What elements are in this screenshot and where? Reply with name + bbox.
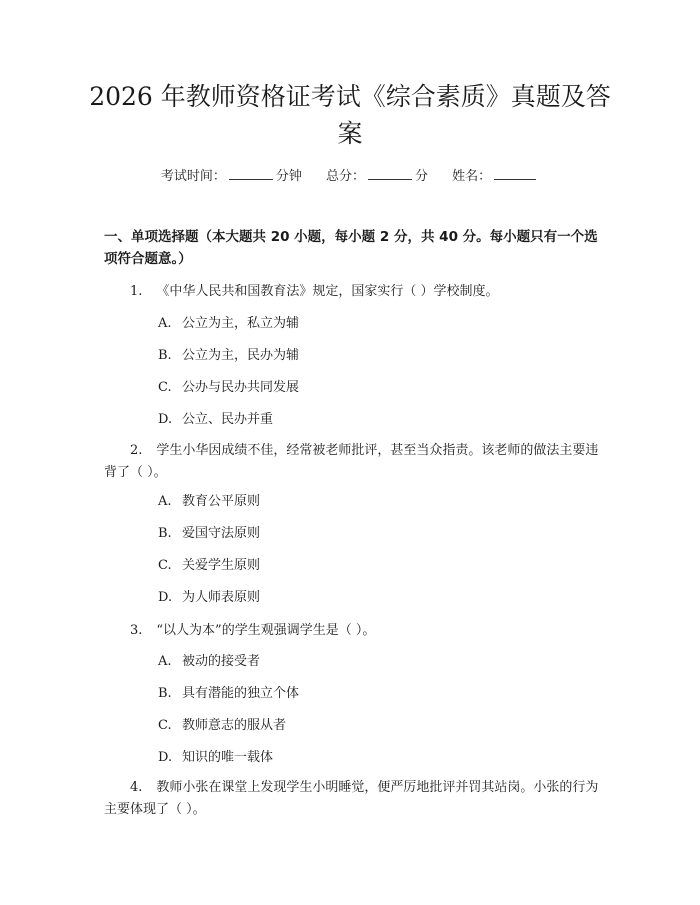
question-number: 4. bbox=[130, 780, 143, 795]
option-1c bbox=[158, 378, 578, 398]
option-2b bbox=[158, 524, 578, 544]
option-letter: C. bbox=[158, 558, 172, 573]
option-letter: A. bbox=[158, 494, 172, 509]
total-score-field bbox=[326, 167, 428, 187]
option-letter: B. bbox=[158, 686, 172, 701]
option-text: 具有潜能的独立个体 bbox=[182, 686, 300, 701]
question-2 bbox=[104, 440, 602, 484]
section-heading: 一、单项选择题（本大题共 20 小题，每小题 2 分，共 40 分。每小题只有一个选项符合题意。） bbox=[104, 229, 598, 267]
question-number: 2. bbox=[130, 443, 143, 458]
option-text: 关爱学生原则 bbox=[182, 558, 261, 573]
exam-time-unit: 分钟 bbox=[275, 169, 302, 184]
option-letter: A. bbox=[158, 316, 172, 331]
question-text: 教师小张在课堂上发现学生小明睡觉，便严厉地批评并罚其站岗。小张的行为主要体现了（ ）。 bbox=[104, 780, 599, 817]
option-letter: D. bbox=[158, 750, 173, 765]
question-4 bbox=[104, 777, 602, 821]
option-letter: A. bbox=[158, 654, 172, 669]
option-1d bbox=[158, 410, 578, 430]
option-text: 被动的接受者 bbox=[182, 654, 261, 669]
option-3d bbox=[158, 748, 578, 768]
option-1b bbox=[158, 346, 578, 366]
question-1 bbox=[104, 281, 602, 303]
option-text: 为人师表原则 bbox=[182, 590, 261, 605]
option-1a bbox=[158, 314, 578, 334]
option-text: 公立为主，私立为辅 bbox=[182, 316, 300, 331]
exam-info-line bbox=[0, 167, 700, 187]
option-letter: D. bbox=[158, 412, 173, 427]
option-3c bbox=[158, 716, 578, 736]
option-letter: D. bbox=[158, 590, 173, 605]
option-text: 公立为主，民办为辅 bbox=[182, 348, 300, 363]
question-number: 1. bbox=[130, 284, 143, 299]
option-3b bbox=[158, 684, 578, 704]
question-text: 《中华人民共和国教育法》规定，国家实行（ ）学校制度。 bbox=[156, 284, 499, 299]
option-text: 教育公平原则 bbox=[182, 494, 261, 509]
option-text: 公立、民办并重 bbox=[182, 412, 274, 427]
total-score-unit: 分 bbox=[415, 169, 429, 184]
document-title: 2026 年教师资格证考试《综合素质》真题及答案 bbox=[89, 82, 611, 148]
question-text: 学生小华因成绩不佳，经常被老师批评，甚至当众指责。该老师的做法主要违背了（ ）。 bbox=[104, 443, 599, 480]
option-letter: B. bbox=[158, 348, 172, 363]
option-letter: B. bbox=[158, 526, 172, 541]
option-text: 公办与民办共同发展 bbox=[182, 380, 300, 395]
total-score-label: 总分： bbox=[325, 169, 365, 184]
option-3a bbox=[158, 652, 578, 672]
option-2d bbox=[158, 588, 578, 608]
exam-time-blank bbox=[229, 167, 273, 180]
total-score-blank bbox=[368, 167, 412, 180]
student-name-blank bbox=[494, 167, 536, 180]
question-3 bbox=[104, 620, 602, 642]
option-text: 教师意志的服从者 bbox=[182, 718, 287, 733]
option-text: 爱国守法原则 bbox=[182, 526, 261, 541]
option-letter: C. bbox=[158, 380, 172, 395]
question-text: “以人为本”的学生观强调学生是（ ）。 bbox=[156, 623, 376, 638]
option-text: 知识的唯一载体 bbox=[182, 750, 274, 765]
exam-time-field bbox=[161, 167, 302, 187]
student-name-field bbox=[452, 167, 539, 187]
option-2c bbox=[158, 556, 578, 576]
student-name-label: 姓名： bbox=[452, 169, 492, 184]
question-number: 3. bbox=[130, 623, 143, 638]
option-2a bbox=[158, 492, 578, 512]
option-letter: C. bbox=[158, 718, 172, 733]
exam-time-label: 考试时间： bbox=[160, 169, 226, 184]
